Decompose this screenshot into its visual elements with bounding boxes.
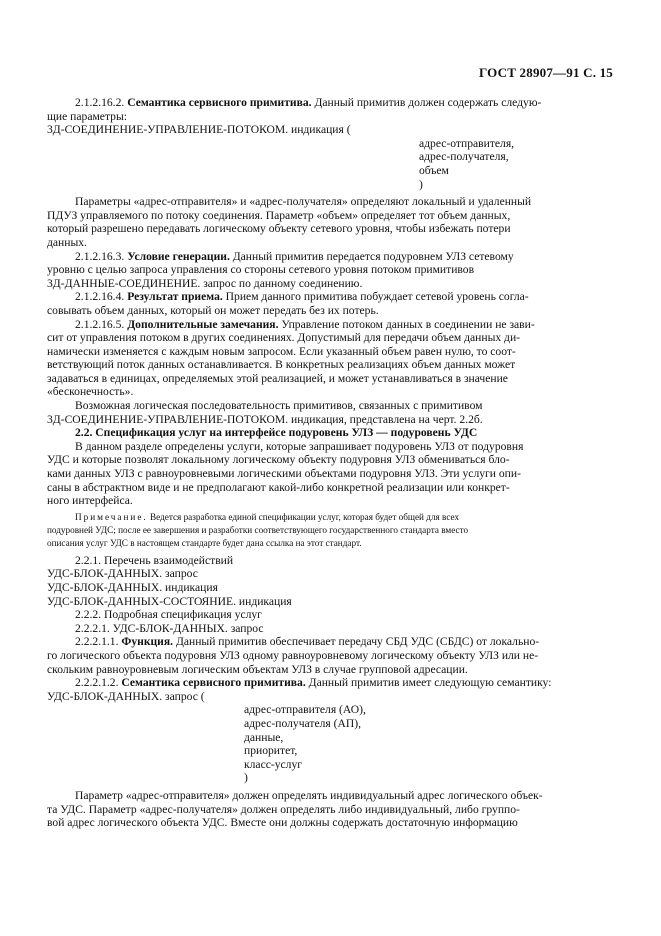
page-header: ГОСТ 28907—91 С. 15 — [479, 65, 613, 80]
section-2-1-2-16-3 — [47, 250, 595, 264]
param-line: ) — [244, 771, 248, 785]
param-line: адрес-получателя, — [419, 150, 509, 164]
param-line: объем — [419, 163, 449, 177]
section-text: Данный примитив имеет следующую семантику: — [305, 676, 552, 690]
note-text: подуровней УДС; после ее завершения и разработки соответствующего государственного стандарта вместо — [47, 524, 469, 535]
paragraph-line: «бесконечность». — [47, 385, 134, 399]
paragraph-line: ного интерфейса. — [47, 494, 133, 508]
paragraph-line: уровню с целью запроса управления со стороны сетевого уровня потоком примитивов — [47, 263, 475, 277]
section-text: Данный примитив обеспечивает передачу СБД УДС (СБДС) от локально- — [173, 635, 540, 649]
section-2-1-2-16-5 — [47, 318, 595, 332]
note-text: Ведется разработка единой спецификации услуг, которая будет общей для всех — [147, 511, 460, 522]
note — [47, 511, 595, 550]
section-title: Функция. — [121, 635, 174, 649]
section-title: Семантика сервисного примитива. — [121, 676, 306, 690]
paragraph-line: ПДУЗ управляемого по потоку соединения. Параметр «объем» определяет тот объем данных, — [47, 208, 511, 222]
section-title: Результат приема. — [127, 290, 223, 304]
paragraph-line: та УДС. Параметр «адрес-получателя» должен определять либо индивидуальный, либо группо- — [47, 802, 520, 816]
paragraph-line: го логического объекта подуровня УЛЗ одному равноуровневому логическому объекту УЛЗ или не- — [47, 648, 539, 662]
paragraph-line: саны в абстрактном виде и не предполагают какой-либо конкретной реализации или конкрет- — [47, 480, 510, 494]
paragraph-line: намически изменяется с каждым новым запросом. Если указанный объем равен нулю, то соот- — [47, 344, 516, 358]
section-2-2-2-1-2 — [47, 676, 595, 690]
param-line: адрес-отправителя (АО), — [244, 703, 366, 717]
primitive-line: 3Д-СОЕДИНЕНИЕ-УПРАВЛЕНИЕ-ПОТОКОМ. индикация ( — [47, 123, 351, 137]
paragraph-line: 3Д-СОЕДИНЕНИЕ-УПРАВЛЕНИЕ-ПОТОКОМ. индикация, представлена на черт. 2.2б. — [47, 412, 483, 426]
section-2-1-2-16-4 — [47, 290, 595, 304]
paragraph-line: который разрешено передавать логическому объекту сетевого уровня, чтобы избежать потери — [47, 222, 511, 236]
section-number: 2.2.2.1.1. — [75, 635, 119, 649]
paragraph-line: 3Д-ДАННЫЕ-СОЕДИНЕНИЕ. запрос по данному соединению. — [47, 276, 363, 290]
section-2-1-2-16-2 — [47, 96, 595, 110]
param-line: приоритет, — [244, 744, 298, 758]
section-number: 2.1.2.16.3. — [75, 249, 125, 263]
paragraph-line: задаваться в единицах, определяемых этой реализацией, и может устанавливаться в значение — [47, 371, 508, 385]
section-text: Данный примитив передается подуровнем УЛЗ сетевому — [229, 249, 514, 263]
section-number: 2.1.2.16.5. — [75, 317, 125, 331]
list-heading: 2.2.1. Перечень взаимодействий — [75, 553, 234, 567]
paragraph-line: ветствующий поток данных останавливается. В конкретных реализациях объем данных может — [47, 358, 516, 372]
list-item: УДС-БЛОК-ДАННЫХ. индикация — [47, 581, 218, 594]
param-line: ) — [419, 177, 423, 191]
section-number: 2.1.2.16.2. — [75, 96, 125, 109]
section-text: Прием данного примитива побуждает сетевой уровень согла- — [222, 290, 529, 304]
sub-heading: 2.2.2.1. УДС-БЛОК-ДАННЫХ. запрос — [75, 621, 264, 635]
note-label: Примечание. — [75, 511, 148, 522]
list-item: УДС-БЛОК-ДАННЫХ. запрос — [47, 567, 198, 581]
list-item: УДС-БЛОК-ДАННЫХ-СОСТОЯНИЕ. индикация — [47, 594, 292, 608]
paragraph-line: УДС и которые позволят локальному логическому объекту подуровня УЛЗ обмениваться бло- — [47, 453, 510, 467]
section-title: Условие генерации. — [127, 249, 230, 263]
section-title: Семантика сервисного примитива. — [127, 96, 312, 109]
section-number: 2.1.2.16.4. — [75, 290, 125, 304]
paragraph-line: Параметры «адрес-отправителя» и «адрес-получателя» определяют локальный и удаленный — [75, 195, 532, 209]
section-number: 2.2.2.1.2. — [75, 676, 119, 690]
section-title: 2.2. Спецификация услуг на интерфейсе подуровень УЛЗ — подуровень УДС — [75, 426, 478, 440]
param-line: данные, — [244, 730, 284, 744]
note-text: описания услуг УДС в настоящем стандарте будет дана ссылка на этот стандарт. — [47, 537, 362, 548]
param-line: адрес-отправителя, — [419, 136, 515, 150]
param-line: класс-услуг — [244, 757, 302, 771]
spec-heading: 2.2.2. Подробная спецификация услуг — [75, 608, 262, 622]
section-title: Дополнительные замечания. — [127, 317, 279, 331]
paragraph-line: вой адрес логического объекта УДС. Вместе они должны содержать достаточную информацию — [47, 816, 518, 830]
paragraph-line: данных. — [47, 235, 87, 249]
section-2-2-title — [47, 426, 595, 440]
paragraph-line: В данном разделе определены услуги, которые запрашивает подуровень УЛЗ от подуровня — [75, 439, 524, 453]
paragraph-line: ками данных УЛЗ с равноуровневыми логическими объектами подуровня УЛЗ. Эти услуги опи- — [47, 467, 521, 481]
section-text: Управление потоком данных в соединении не зави- — [278, 317, 535, 331]
section-2-2-2-1-1 — [47, 635, 595, 649]
paragraph-line: Параметр «адрес-отправителя» должен определять индивидуальный адрес логического объек- — [75, 788, 543, 802]
section-text-cont: щие параметры: — [47, 109, 127, 123]
document-body — [47, 96, 595, 830]
primitive-line: УДС-БЛОК-ДАННЫХ. запрос ( — [47, 689, 205, 703]
paragraph-line: совывать объем данных, который он может передать без их потерь. — [47, 303, 379, 317]
paragraph-line: Возможная логическая последовательность примитивов, связанных с примитивом — [75, 399, 483, 413]
param-line: адрес-получателя (АП), — [244, 716, 361, 730]
section-text: Данный примитив должен содержать следую- — [311, 96, 542, 109]
paragraph-line: скольким равноуровневым логическим объектам УЛЗ в случае групповой адресации. — [47, 662, 468, 676]
paragraph-line: сит от управления потоком в других соединениях. Допустимый для передачи объем данных ди- — [47, 331, 521, 345]
